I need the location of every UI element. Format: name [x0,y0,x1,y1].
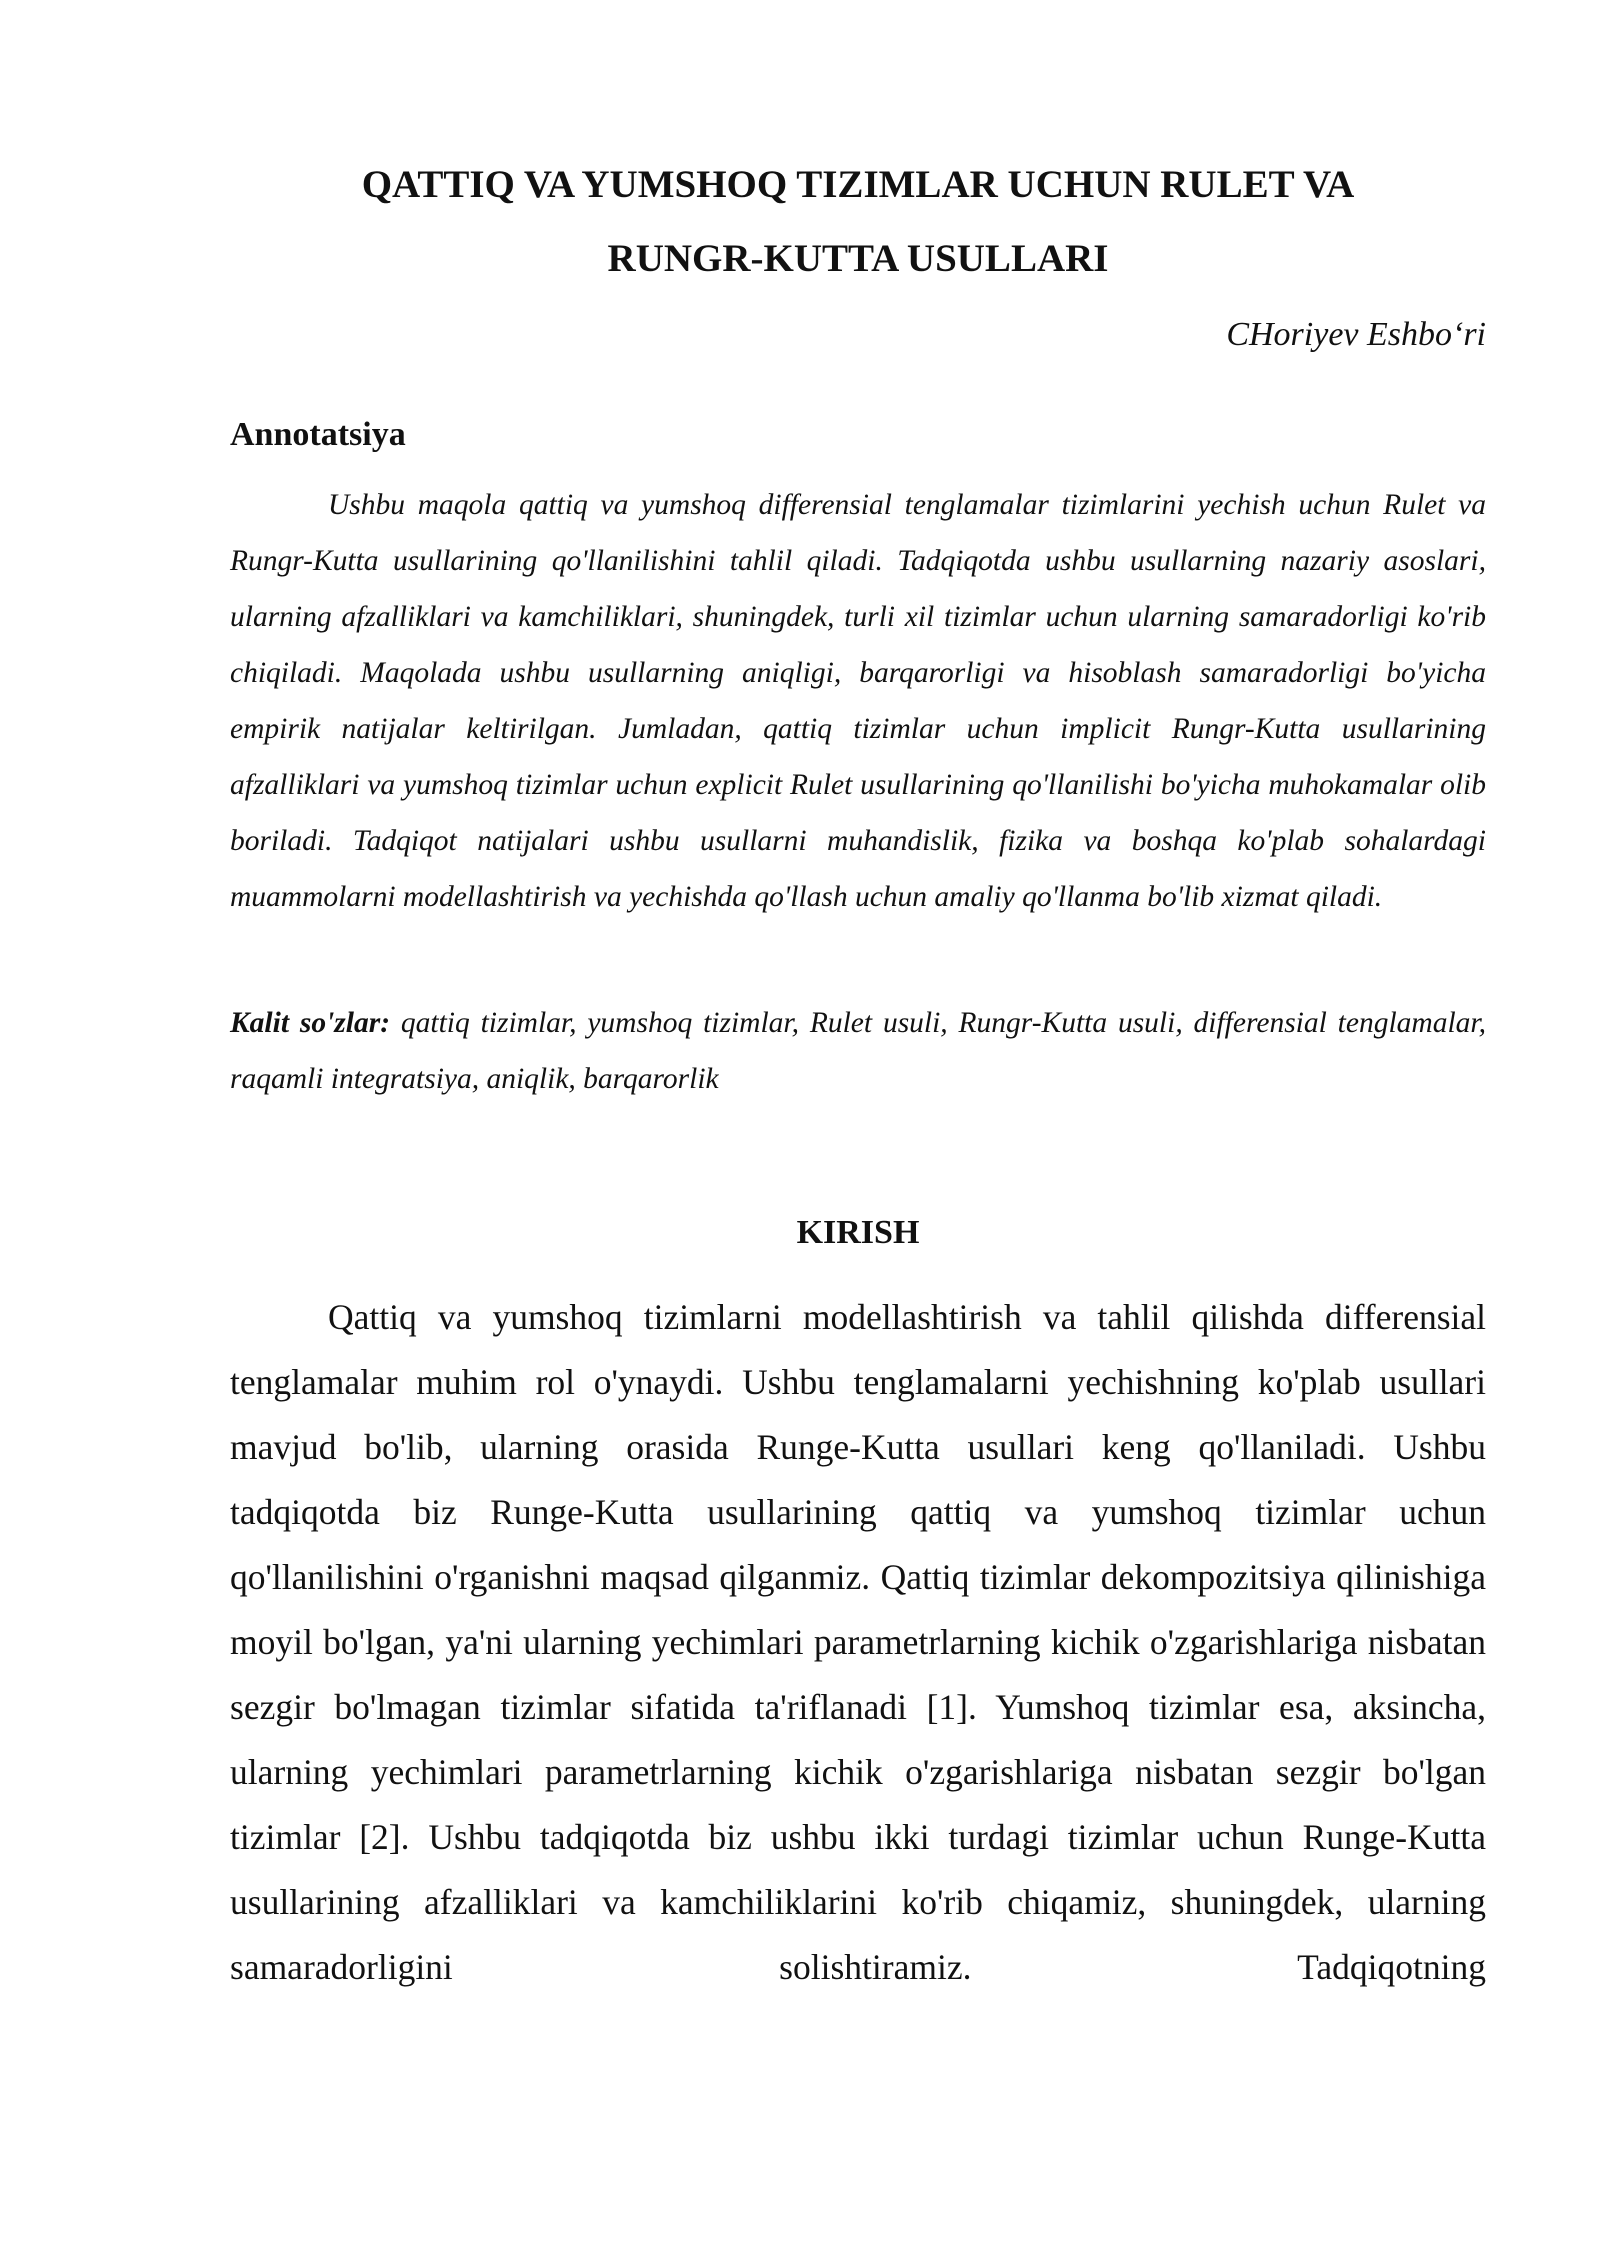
keywords-text: qattiq tizimlar, yumshoq tizimlar, Rulet usuli, Rungr-Kutta usuli, differensial tenglamalar, raqamli integratsiya, aniqlik, barqarorlik [230,1007,1487,1095]
introduction-text: Qattiq va yumshoq tizimlarni modellashtirish va tahlil qilishda differensial tenglamalar muhim rol o'ynaydi. Ushbu tenglamalarni yechishning ko'plab usullari mavjud bo'lib, ularning orasida Runge-Kutta usullari keng qo'llaniladi. Ushbu tadqiqotda biz Runge-Kutta usullarining qattiq va yumshoq tizimlar uchun qo'llanilishini o'rganishni maqsad qilganmiz. Qattiq tizimlar dekompozitsiya qilinishiga moyil bo'lgan, ya'ni ularning yechimlari parametrlarning kichik o'zgarishlariga nisbatan sezgir bo'lmagan tizimlar sifatida ta'riflanadi [1]. Yumshoq tizimlar esa, aksincha, ularning yechimlari parametrlarning kichik o'zgarishlariga nisbatan sezgir bo'lgan tizimlar [2]. Ushbu tadqiqotda biz ushbu ikki turdagi tizimlar uchun Runge-Kutta usullarining afzalliklari va kamchiliklarini ko'rib chiqamiz, shuningdek, ularning samaradorligini solishtiramiz. Tadqiqotning [230,1297,1486,1987]
annotation-heading: Annotatsiya [230,416,406,453]
keywords-label: Kalit so'zlar: [230,1007,391,1039]
author-name: CHoriyev Eshbo‘ri [1226,316,1486,353]
paper-title-line-1: QATTIQ VA YUMSHOQ TIZIMLAR UCHUN RULET VA [361,163,1355,206]
paper-title [230,148,1486,296]
paper-page [230,0,1486,2262]
keywords-paragraph [230,995,1486,1107]
paper-title-line-2: RUNGR-KUTTA USULLARI [607,237,1109,280]
abstract-text: Ushbu maqola qattiq va yumshoq differensial tenglamalar tizimlarini yechish uchun Rulet va Rungr-Kutta usullarining qo'llanilishini tahlil qiladi. Tadqiqotda ushbu usullarning nazariy asoslari, ularning afzalliklari va kamchiliklari, shuningdek, turli xil tizimlar uchun ularning samaradorligi ko'rib chiqiladi. Maqolada ushbu usullarning aniqligi, barqarorligi va hisoblash samaradorligi bo'yicha empirik natijalar keltirilgan. Jumladan, qattiq tizimlar uchun implicit Rungr-Kutta usullarining afzalliklari va yumshoq tizimlar uchun explicit Rulet usullarining qo'llanilishi bo'yicha muhokamalar olib boriladi. Tadqiqot natijalari ushbu usullarni muhandislik, fizika va boshqa ko'plab sohalardagi muammolarni modellashtirish va yechishda qo'llash uchun amaliy qo'llanma bo'lib xizmat qiladi. [230,489,1486,913]
section-heading-introduction: KIRISH [796,1214,920,1251]
